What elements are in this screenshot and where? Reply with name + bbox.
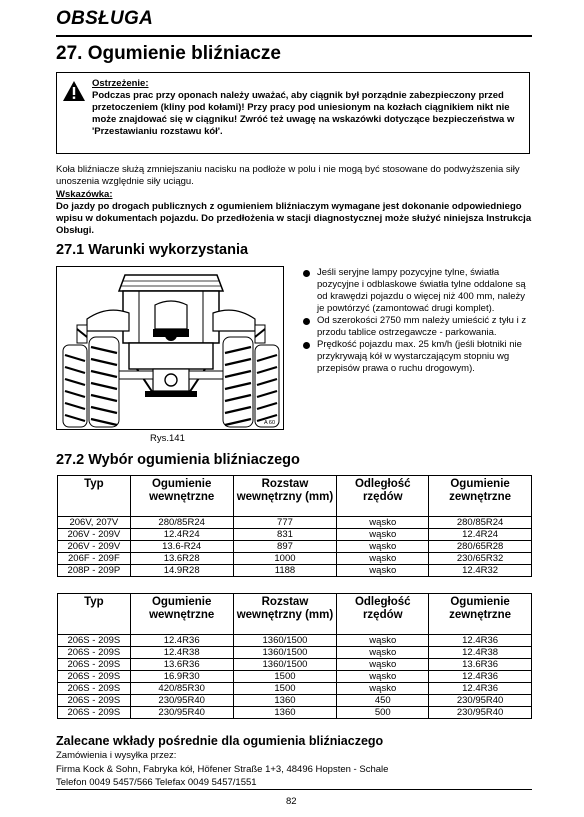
table-cell: 12.4R24 <box>130 529 233 541</box>
table-header-row <box>58 476 532 517</box>
table-cell: 1360/1500 <box>233 647 337 659</box>
table-cell: 206S - 209S <box>58 707 131 719</box>
column-header: Ogumienie zewnętrzne <box>429 476 532 517</box>
table-row <box>58 695 532 707</box>
table-cell: 230/95R40 <box>429 695 532 707</box>
table-row <box>58 541 532 553</box>
order-line: Firma Kock & Sohn, Fabryka kół, Höfener Straße 1+3, 48496 Hopsten - Schale <box>56 764 389 775</box>
table-row <box>58 635 532 647</box>
table-cell: wąsko <box>337 541 429 553</box>
table-cell: 1360 <box>233 707 337 719</box>
table-row <box>58 553 532 565</box>
section-heading-selection: 27.2 Wybór ogumienia bliźniaczego <box>56 452 300 468</box>
section-heading-usage: 27.1 Warunki wykorzystania <box>56 242 249 258</box>
usage-conditions-list <box>303 267 535 375</box>
table-row <box>58 517 532 529</box>
table-cell: 206S - 209S <box>58 683 131 695</box>
table-cell: wąsko <box>337 517 429 529</box>
column-header: Typ <box>58 594 131 635</box>
list-item: Jeśli seryjne lampy pozycyjne tylne, światła pozycyjne i odblaskowe światła tylne oddalone są od krawędzi pojazdu o więcej niż 400 mm, należy je powtórzyć (zamontować drugi komplet). <box>303 267 535 315</box>
table-row <box>58 671 532 683</box>
column-header: Ogumienie wewnętrzne <box>130 594 233 635</box>
table-cell: 230/65R32 <box>429 553 532 565</box>
tire-table-1 <box>57 475 532 577</box>
table-cell: 230/95R40 <box>429 707 532 719</box>
table-cell: 12.4R32 <box>429 565 532 577</box>
table-cell: wąsko <box>337 529 429 541</box>
table-row <box>58 529 532 541</box>
column-header: Odległość rzędów <box>337 476 429 517</box>
table-cell: 12.4R36 <box>429 671 532 683</box>
figure-caption: Rys.141 <box>150 433 185 444</box>
table-cell: 13.6R28 <box>130 553 233 565</box>
table-cell: 206V - 209V <box>58 541 131 553</box>
figure-code: A 60 <box>264 420 276 426</box>
table-cell: 1500 <box>233 671 337 683</box>
table-cell: 12.4R24 <box>429 529 532 541</box>
table-cell: 230/95R40 <box>130 695 233 707</box>
table-cell: 420/85R30 <box>130 683 233 695</box>
section-header: OBSŁUGA <box>56 8 154 29</box>
list-item: Prędkość pojazdu max. 25 km/h (jeśli błotniki nie przykrywają kół w wystarczającym stopniu wg przepisów prawa o ruchu drogowym). <box>303 339 535 375</box>
table-cell: 206V - 209V <box>58 529 131 541</box>
header-rule <box>56 35 532 37</box>
table-cell: wąsko <box>337 553 429 565</box>
table-cell: wąsko <box>337 659 429 671</box>
table-cell: 230/95R40 <box>130 707 233 719</box>
intro-text: Koła bliźniacze służą zmniejszaniu nacisku na podłoże w polu i nie mogą być stosowane do podwyższenia siły unoszenia względnie siły uciągu. <box>56 164 520 187</box>
table-cell: 777 <box>233 517 337 529</box>
table-cell: 1188 <box>233 565 337 577</box>
table-cell: 13.6R36 <box>130 659 233 671</box>
table-cell: wąsko <box>337 565 429 577</box>
table-cell: 280/65R28 <box>429 541 532 553</box>
tip-text: Do jazdy po drogach publicznych z ogumieniem bliźniaczym wymagane jest dokonanie odpowiedniego wpisu w dokumentach pojazdu. Do przedłożenia w stacji diagnostycznej może służyć niniejsza Instrukcja Obsługi. <box>56 201 532 236</box>
column-header: Typ <box>58 476 131 517</box>
table-cell: wąsko <box>337 635 429 647</box>
table-cell: 12.4R36 <box>429 683 532 695</box>
table-cell: 206V, 207V <box>58 517 131 529</box>
tire-table-2 <box>57 593 532 719</box>
table-row <box>58 683 532 695</box>
column-header: Rozstaw wewnętrzny (mm) <box>233 594 337 635</box>
page-title: 27. Ogumienie bliźniacze <box>56 43 281 64</box>
warning-text: Podczas prac przy oponach należy uważać, aby ciągnik był porządnie zabezpieczony przed przetoczeniem (kliny pod kołami)! Przy pracy pod uniesionym na kozłach ciągnikiem nikt nie może znajdować się w ciągniku! Zwróć też uwagę na wskazówki dotyczące bezpieczeństwa w 'Przestawianiu rozstawu kół'. <box>92 90 515 137</box>
table-cell: 14.9R28 <box>130 565 233 577</box>
table-cell: wąsko <box>337 671 429 683</box>
column-header: Ogumienie wewnętrzne <box>130 476 233 517</box>
table-cell: wąsko <box>337 683 429 695</box>
table-row <box>58 565 532 577</box>
table-cell: 1360/1500 <box>233 659 337 671</box>
list-item: Od szerokości 2750 mm należy umieścić z tyłu i z przodu tablice ostrzegawcze - parkowania. <box>303 315 535 339</box>
column-header: Rozstaw wewnętrzny (mm) <box>233 476 337 517</box>
table-cell: 206F - 209F <box>58 553 131 565</box>
table-cell: 206S - 209S <box>58 695 131 707</box>
table-cell: 500 <box>337 707 429 719</box>
warning-triangle-icon <box>62 80 86 102</box>
table-cell: 280/85R24 <box>130 517 233 529</box>
table-cell: 12.4R38 <box>429 647 532 659</box>
table-cell: 1360/1500 <box>233 635 337 647</box>
footer-rule <box>56 789 532 790</box>
table-cell: 831 <box>233 529 337 541</box>
order-heading: Zalecane wkłady pośrednie dla ogumienia bliźniaczego <box>56 734 384 748</box>
table-row <box>58 647 532 659</box>
table-cell: 206S - 209S <box>58 647 131 659</box>
tractor-figure <box>56 266 284 430</box>
table-cell: 13.6-R24 <box>130 541 233 553</box>
table-cell: 12.4R36 <box>130 635 233 647</box>
table-row <box>58 659 532 671</box>
order-line: Zamówienia i wysyłka przez: <box>56 750 177 761</box>
table-cell: 206S - 209S <box>58 659 131 671</box>
table-cell: 450 <box>337 695 429 707</box>
table-cell: 1000 <box>233 553 337 565</box>
table-cell: 206S - 209S <box>58 635 131 647</box>
table-cell: 208P - 209P <box>58 565 131 577</box>
table-cell: 1500 <box>233 683 337 695</box>
table-cell: 12.4R36 <box>429 635 532 647</box>
table-cell: 16.9R30 <box>130 671 233 683</box>
tip-label: Wskazówka: <box>56 189 113 200</box>
order-line: Telefon 0049 5457/566 Telefax 0049 5457/1551 <box>56 777 257 788</box>
table-cell: wąsko <box>337 647 429 659</box>
table-cell: 12.4R38 <box>130 647 233 659</box>
table-cell: 13.6R36 <box>429 659 532 671</box>
tractor-rear-illustration <box>57 267 284 430</box>
table-row <box>58 707 532 719</box>
page-number: 82 <box>286 796 297 807</box>
table-cell: 206S - 209S <box>58 671 131 683</box>
table-cell: 1360 <box>233 695 337 707</box>
column-header: Odległość rzędów <box>337 594 429 635</box>
warning-label: Ostrzeżenie: <box>92 78 149 89</box>
table-cell: 897 <box>233 541 337 553</box>
table-cell: 280/85R24 <box>429 517 532 529</box>
column-header: Ogumienie zewnętrzne <box>429 594 532 635</box>
table-header-row <box>58 594 532 635</box>
